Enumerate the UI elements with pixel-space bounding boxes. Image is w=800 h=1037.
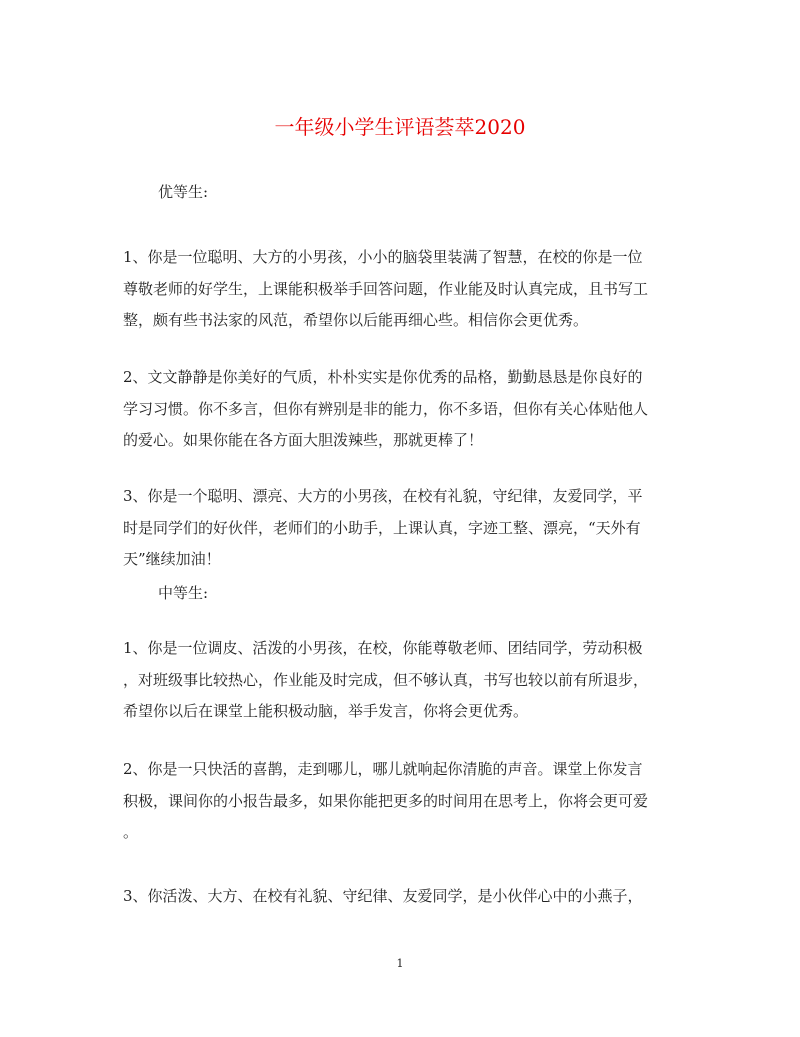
text-line: 积极，课间你的小报告最多，如果你能把更多的时间用在思考上，你将会更可爱 bbox=[123, 791, 649, 810]
paragraph-average-2 bbox=[123, 754, 683, 849]
paragraph-excellent-2 bbox=[123, 362, 683, 457]
page-number: 1 bbox=[396, 957, 404, 970]
text-line: 学习习惯。你不多言，但你有辨别是非的能力，你不多语，但你有关心体贴他人 bbox=[123, 399, 649, 418]
document-title: 一年级小学生评语荟萃2020 bbox=[274, 115, 526, 139]
text-line: 整，颇有些书法家的风范，希望你以后能再细心些。相信你会更优秀。 bbox=[123, 311, 589, 329]
text-line: 1、你是一位调皮、活泼的小男孩，在校，你能尊敬老师、团结同学，劳动积极 bbox=[123, 639, 643, 657]
text-line: 时是同学们的好伙伴，老师们的小助手，上课认真，字迹工整、漂亮，“天外有 bbox=[123, 518, 641, 537]
text-line: 天”继续加油！ bbox=[123, 550, 221, 568]
text-line: 。 bbox=[123, 823, 139, 841]
text-line: 2、你是一只快活的喜鹊，走到哪儿，哪儿就响起你清脆的声音。课堂上你发言 bbox=[123, 760, 643, 778]
text-line: 尊敬老师的好学生，上课能积极举手回答问题，作业能及时认真完成，且书写工 bbox=[123, 279, 649, 298]
text-line: 2、文文静静是你美好的气质，朴朴实实是你优秀的品格，勤勤恳恳是你良好的 bbox=[123, 368, 643, 386]
paragraph-average-3 bbox=[123, 881, 683, 913]
text-line: 的爱心。如果你能在各方面大胆泼辣些，那就更棒了！ bbox=[123, 431, 484, 449]
paragraph-average-1 bbox=[123, 633, 683, 728]
section-heading-average: 中等生: bbox=[158, 584, 209, 602]
paragraph-excellent-1 bbox=[123, 242, 683, 337]
text-line: 3、你是一个聪明、漂亮、大方的小男孩，在校有礼貌，守纪律，友爱同学，平 bbox=[123, 487, 643, 505]
text-line: 希望你以后在课堂上能积极动脑，举手发言，你将会更优秀。 bbox=[123, 702, 529, 720]
text-line: 3、你活泼、大方、在校有礼貌、守纪律、友爱同学，是小伙伴心中的小燕子， bbox=[123, 887, 643, 905]
text-line: ，对班级事比较热心，作业能及时完成，但不够认真，书写也较以前有所退步， bbox=[123, 670, 649, 689]
section-heading-excellent: 优等生: bbox=[158, 183, 209, 201]
text-line: 1、你是一位聪明、大方的小男孩，小小的脑袋里装满了智慧，在校的你是一位 bbox=[123, 248, 643, 266]
paragraph-excellent-3 bbox=[123, 481, 683, 576]
